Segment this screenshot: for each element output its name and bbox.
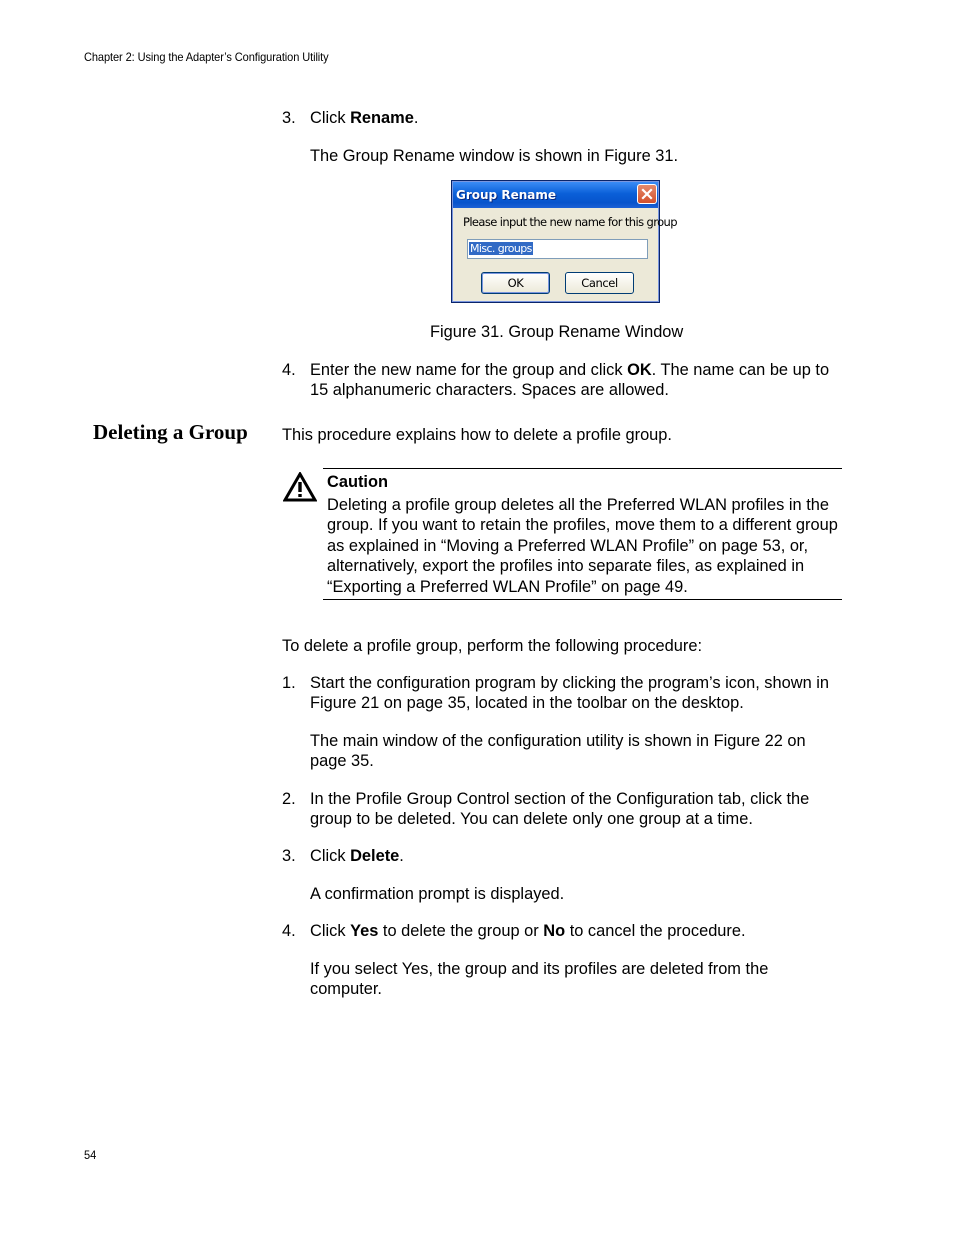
page-number: 54: [84, 1148, 97, 1162]
group-name-value: Misc. groups: [470, 242, 532, 255]
step-text: Click Rename.: [310, 109, 419, 127]
caution-body: Deleting a profile group deletes all the Preferred WLAN profiles in the group. If you want to retain the profiles, move them to a different group as explained in “Moving a Preferred WLAN Profile” on page 53, or, alternatively, export the profiles into separate files, as explained in “Exporting a Preferred WLAN Profile” on page 49.: [327, 496, 838, 596]
group-rename-dialog: [451, 180, 677, 303]
step-text: Enter the new name for the group and click OK. The name can be up to 15 alphanumeric characters. Spaces are allowed.: [310, 361, 830, 400]
caution-top-rule: [323, 468, 842, 469]
step-note: A confirmation prompt is displayed.: [310, 885, 565, 903]
cancel-button[interactable]: Cancel: [565, 272, 634, 294]
dialog-titlebar: [453, 182, 658, 208]
group-name-input[interactable]: [467, 239, 648, 259]
close-icon[interactable]: [637, 184, 657, 204]
step-number: 4.: [282, 922, 296, 940]
step-number: 3.: [282, 109, 296, 127]
step-text: Click Delete.: [310, 847, 404, 865]
dialog-prompt: Please input the new name for this group: [463, 215, 677, 229]
dialog-title: Group Rename: [456, 188, 556, 202]
section-intro: This procedure explains how to delete a profile group.: [282, 426, 672, 444]
step-number: 1.: [282, 674, 296, 692]
ok-button[interactable]: OK: [481, 272, 550, 294]
step-text: Start the configuration program by clicking the program’s icon, shown in Figure 21 on page 35, located in the toolbar on the desktop.: [310, 674, 829, 713]
warning-triangle-icon: [283, 472, 317, 507]
step-note: If you select Yes, the group and its profiles are deleted from the computer.: [310, 960, 769, 999]
step-number: 3.: [282, 847, 296, 865]
section-heading: Deleting a Group: [93, 420, 248, 444]
step-number: 2.: [282, 790, 296, 808]
caution-bottom-rule: [323, 599, 842, 600]
procedure-intro: To delete a profile group, perform the following procedure:: [282, 637, 703, 655]
running-header: Chapter 2: Using the Adapter’s Configuration Utility: [84, 50, 329, 64]
caution-title: Caution: [327, 473, 389, 491]
figure-caption: Figure 31. Group Rename Window: [430, 323, 684, 341]
step-note: The main window of the configuration utility is shown in Figure 22 on page 35.: [310, 732, 806, 771]
rename-window-note: The Group Rename window is shown in Figure 31.: [310, 147, 679, 165]
step-text: Click Yes to delete the group or No to cancel the procedure.: [310, 922, 746, 940]
step-number: 4.: [282, 361, 296, 379]
step-text: In the Profile Group Control section of the Configuration tab, click the group to be deleted. You can delete only one group at a time.: [310, 790, 810, 829]
